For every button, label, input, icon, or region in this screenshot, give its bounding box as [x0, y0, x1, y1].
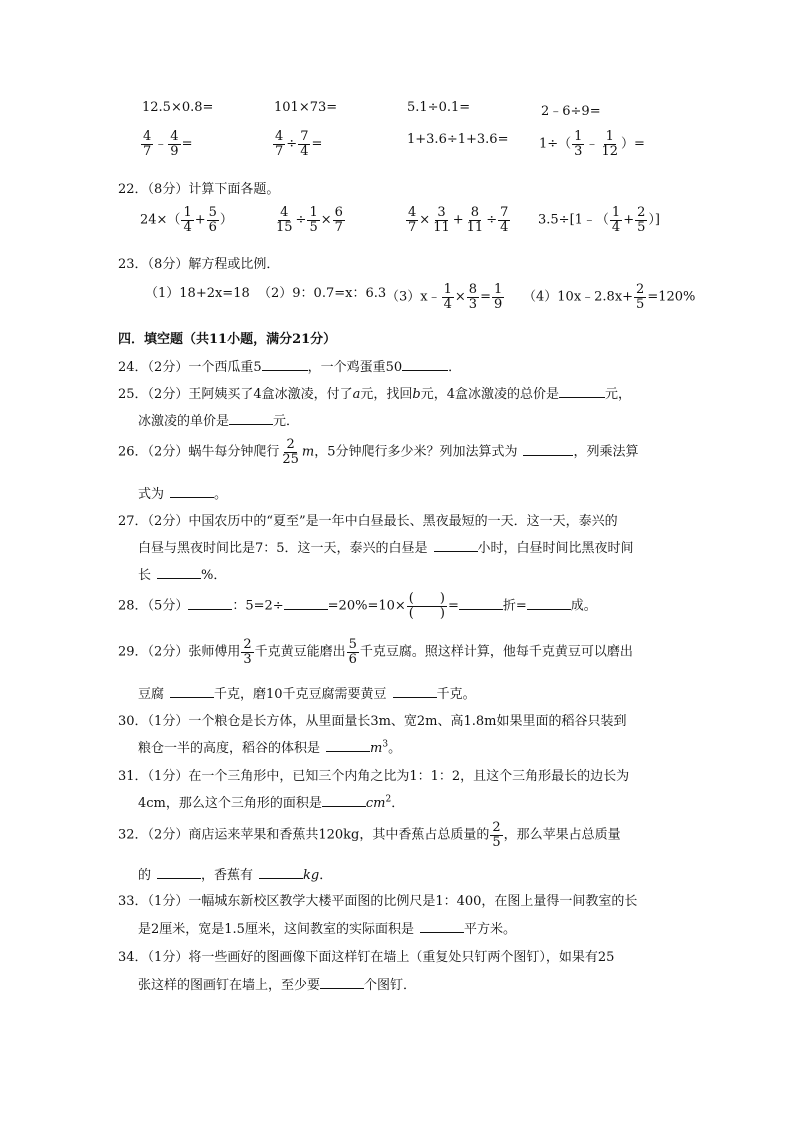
q28: 28．（5分） ：5=2÷ =20%=10× $\frac{( )}{( )}$ = 折= 成。: [118, 591, 597, 621]
q30-line2: 粮仓一半的高度，稻谷的体积是 $m^3$。: [138, 739, 402, 756]
expr-2-4: 1÷（ $\frac{1}{3}$ ﹣ $\frac{1}{12}$ ）=: [539, 129, 645, 159]
q23-eq-3: （3）x﹣ $\frac{1}{4}$ × $\frac{8}{3}$ = $\frac{1}{9}$: [386, 282, 503, 312]
q30-line1: 30．（1分）一个粮仓是长方体，从里面量长3m、宽2m、高1.8m如果里面的稻谷只装到: [118, 714, 627, 729]
q27-line2: 白昼与黑夜时间比是7：5．这一天，泰兴的白昼是 小时，白昼时间比黑夜时间: [138, 541, 634, 556]
q32-line1: 32．（2分）商店运来苹果和香蕉共120kg，其中香蕉占总质量的 $\frac{2}{5}$ ，那么苹果占总质量: [118, 820, 621, 850]
q23-eq-1: （1）18+2x=18: [145, 286, 250, 301]
q24: 24．（2分）一个西瓜重5 ，一个鸡蛋重50 ．: [118, 360, 462, 375]
q23-eq-4: （4）10x﹣2.8x+ $\frac{2}{5}$ =120%: [523, 282, 696, 312]
expr-1-1: 12.5×0.8=: [142, 100, 214, 115]
q26-line1: 26．（2分）蜗牛每分钟爬行 $\frac{2}{25}$ m，5分钟爬行多少米？列加法算式为 ，列乘法算: [118, 437, 639, 467]
expr-2-3: 1+3.6÷1+3.6=: [407, 132, 509, 147]
q33-line2: 是2厘米，宽是1.5厘米，这间教室的实际面积是 平方米。: [138, 922, 516, 937]
q22-expr-4: 3.5÷[1﹣（ $\frac{1}{4}$ + $\frac{2}{5}$ ）]: [538, 205, 660, 235]
expr-2-2: $\frac{4}{7}$ ÷ $\frac{7}{4}$ =: [275, 129, 323, 159]
q26-line2: 式为 。: [138, 487, 228, 502]
q27-line1: 27．（2分）中国农历中的“夏至”是一年中白昼最长、黑夜最短的一天．这一天，泰兴的: [118, 514, 618, 529]
q25-line2: 冰激凌的单价是 元．: [138, 414, 300, 429]
expr-1-4: 2﹣6÷9=: [541, 104, 601, 119]
q22-expr-2: $\frac{4}{15}$ ÷ $\frac{1}{5}$ × $\frac{6}{7}$: [276, 205, 343, 235]
expr-2-1: $\frac{4}{7}$ ﹣ $\frac{4}{9}$ =: [143, 129, 193, 159]
q32-line2: 的 ，香蕉有 kg．: [138, 868, 333, 883]
q25-line1: 25．（2分）王阿姨买了4盒冰激凌，付了a元，找回b元，4盒冰激凌的总价是 元，: [118, 387, 631, 402]
q29-line2: 豆腐 千克，磨10千克豆腐需要黄豆 千克。: [138, 687, 476, 702]
q22-expr-3: $\frac{4}{7}$ × $\frac{3}{11}$ + $\frac{8}{11}$ ÷ $\frac{7}{4}$: [408, 205, 509, 235]
q31-line1: 31．（1分）在一个三角形中，已知三个内角之比为1：1：2，且这个三角形最长的边长为: [118, 769, 630, 784]
q31-line2: 4cm，那么这个三角形的面积是 $cm^2$．: [138, 794, 405, 811]
q22-expr-1: 24×（ $\frac{1}{4}$ + $\frac{5}{6}$ ）: [140, 205, 233, 235]
expr-1-3: 5.1÷0.1=: [407, 100, 471, 115]
expr-1-2: 101×73=: [274, 100, 338, 115]
q34-line2: 张这样的图画钉在墙上，至少要 个图钉．: [138, 978, 417, 993]
section-heading: 四．填空题（共11小题，满分21分）: [118, 332, 337, 347]
q27-line3: 长 %．: [138, 568, 227, 583]
q23-label: 23．（8分）解方程或比例．: [118, 257, 280, 272]
q33-line1: 33．（1分）一幅城东新校区教学大楼平面图的比例尺是1：400，在图上量得一间教室的长: [118, 894, 638, 909]
q23-eq-2: （2）9：0.7=x：6.3: [258, 286, 387, 301]
q29-line1: 29．（2分）张师傅用 $\frac{2}{3}$ 千克黄豆能磨出 $\frac{5}{6}$ 千克豆腐。照这样计算，他每千克黄豆可以磨出: [118, 637, 633, 667]
q34-line1: 34．（1分）将一些画好的图画像下面这样钉在墙上（重复处只钉两个图钉），如果有25: [118, 950, 615, 965]
q22-label: 22．（8分）计算下面各题。: [118, 182, 280, 197]
